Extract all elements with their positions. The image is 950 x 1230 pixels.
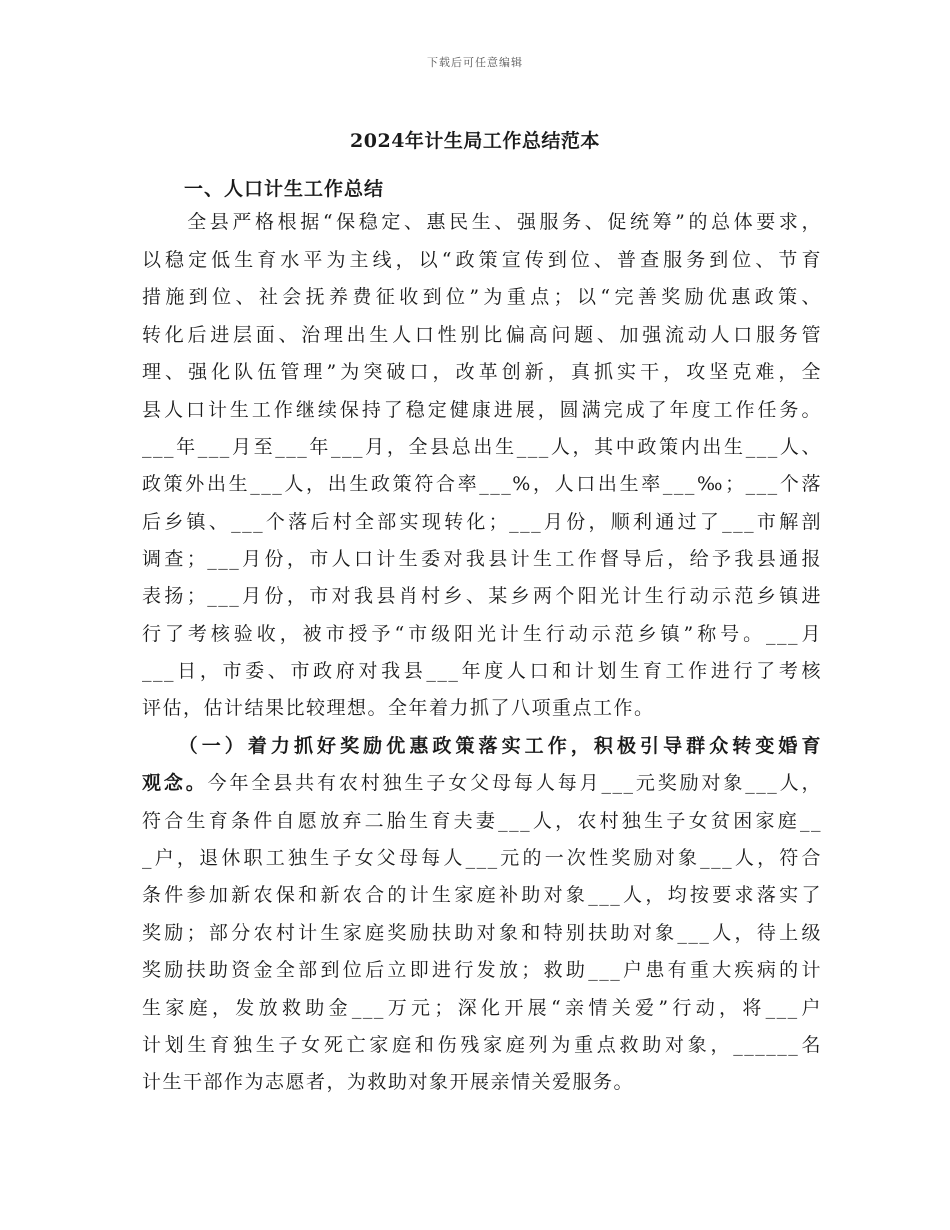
paragraph-line: _户，退休职工独生子女父母每人___元的一次性奖励对象___人，符合 [142,847,822,869]
paragraph-line: 评估，估计结果比较理想。全年着力抓了八项重点工作。 [142,697,655,719]
paragraph-line: 以稳定低生育水平为主线，以“政策宣传到位、普查服务到位、节育 [142,249,822,271]
paragraph-line: 生家庭，发放救助金___万元；深化开展“亲情关爱”行动，将___户 [142,997,822,1019]
page-header-note: 下载后可任意编辑 [427,56,523,69]
subsection-line [142,765,822,801]
page-title: 2024年计生局工作总结范本 [350,130,600,152]
paragraph-line: 行了考核验收，被市授予“市级阳光计生行动示范乡镇”称号。___月 [142,623,822,645]
paragraph-line: 计生干部作为志愿者，为救助对象开展亲情关爱服务。 [142,1071,635,1093]
paragraph-line: 理、强化队伍管理”为突破口，改革创新，真抓实干，攻坚克难，全 [142,361,822,383]
paragraph-line: 后乡镇、___个落后村全部实现转化；___月份，顺利通过了___市解剖 [142,511,822,533]
paragraph-line: 奖励扶助资金全部到位后立即进行发放；救助___户患有重大疾病的计 [142,959,822,981]
paragraph-line: 全县严格根据“保稳定、惠民生、强服务、促统筹”的总体要求， [142,211,822,233]
paragraph-line: 表扬；___月份，市对我县肖村乡、某乡两个阳光计生行动示范乡镇进 [142,585,822,607]
paragraph-line: ___年___月至___年___月，全县总出生___人，其中政策内出生___人、 [142,436,822,458]
paragraph-line: 计划生育独生子女死亡家庭和伤残家庭列为重点救助对象，______名 [142,1034,822,1056]
subsection-title-end: 观念。 [142,772,208,794]
paragraph-line: 条件参加新农保和新农合的计生家庭补助对象___人，均按要求落实了 [142,884,822,906]
subsection-title-line: （一）着力抓好奖励优惠政策落实工作，积极引导群众转变婚育 [142,735,822,757]
subsection-text: 今年全县共有农村独生子女父母每人每月___元奖励对象___人， [207,772,822,794]
paragraph-line: 奖励；部分农村计生家庭奖励扶助对象和特别扶助对象___人，待上级 [142,922,822,944]
paragraph-line: 县人口计生工作继续保持了稳定健康进展，圆满完成了年度工作任务。 [142,399,822,421]
paragraph-line: 措施到位、社会抚养费征收到位”为重点；以“完善奖励优惠政策、 [142,286,822,308]
paragraph-line: ___日，市委、市政府对我县___年度人口和计划生育工作进行了考核 [142,660,822,682]
paragraph-line: 调查；___月份，市人口计生委对我县计生工作督导后，给予我县通报 [142,548,822,570]
paragraph-line: 政策外出生___人，出生政策符合率___%，人口出生率___‰；___个落 [142,473,822,495]
paragraph-line: 符合生育条件自愿放弃二胎生育夫妻___人，农村独生子女贫困家庭__ [142,810,822,832]
paragraph-line: 转化后进层面、治理出生人口性别比偏高问题、加强流动人口服务管 [142,324,822,346]
section-heading: 一、人口计生工作总结 [184,178,385,200]
